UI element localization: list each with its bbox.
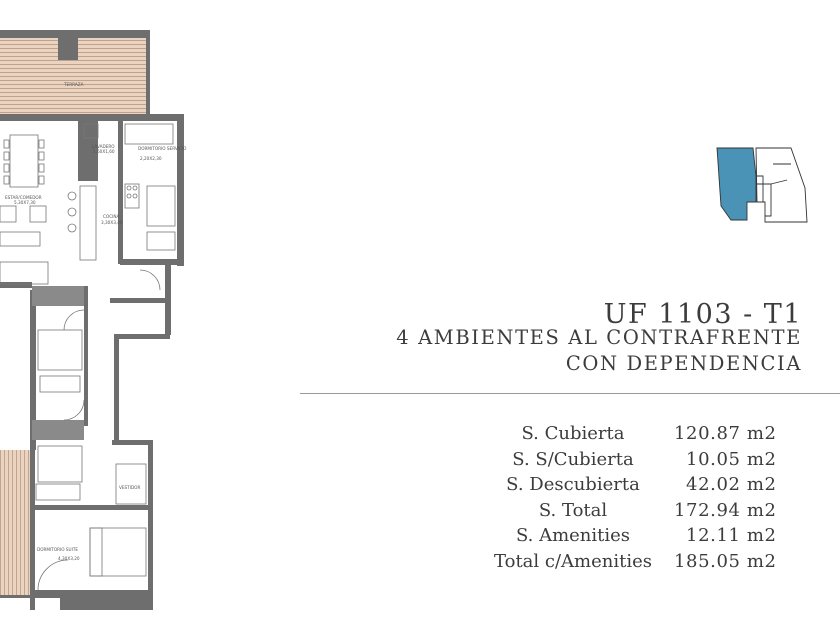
area-label: S. Total xyxy=(538,499,608,521)
laundry-label: LAVADERO xyxy=(92,144,115,149)
key-plan xyxy=(713,146,809,226)
unit-subtitle xyxy=(396,325,802,377)
suite-bedroom-dim: 4,30X3,20 xyxy=(58,556,80,561)
side-terrace xyxy=(0,450,30,595)
dressing-label: VESTIDOR xyxy=(119,485,141,490)
area-row xyxy=(494,498,777,524)
terrace xyxy=(0,30,150,116)
unit-title: UF 1103 - T1 xyxy=(603,299,802,331)
kitchen-label: COCINA xyxy=(103,214,120,219)
area-label: Total c/Amenities xyxy=(494,550,652,572)
highlighted-unit xyxy=(717,148,756,220)
area-label: S. Cubierta xyxy=(521,423,625,444)
area-value: 172.94 m2 xyxy=(673,499,777,521)
area-value: 42.02 m2 xyxy=(686,474,777,495)
terrace-label: TERRAZA xyxy=(64,82,84,87)
area-row xyxy=(494,472,777,498)
area-label: S. Amenities xyxy=(515,525,631,546)
subtitle-line-1: 4 AMBIENTES AL CONTRAFRENTE xyxy=(396,326,802,349)
area-row xyxy=(494,523,777,549)
suite-bedroom-label: DORMITORIO SUITE xyxy=(37,547,79,552)
areas-table xyxy=(494,421,777,574)
laundry-dim: 1,60X1,60 xyxy=(93,149,115,154)
living-dining-dim: 5,30X7,30 xyxy=(14,200,36,205)
area-value: 12.11 m2 xyxy=(686,525,777,546)
area-row xyxy=(494,421,777,447)
area-value: 120.87 m2 xyxy=(673,423,777,444)
area-label: S. S/Cubierta xyxy=(512,448,634,470)
service-bedroom-dim: 2,20X2,30 xyxy=(140,156,162,161)
area-row xyxy=(494,549,777,575)
area-value: 185.05 m2 xyxy=(673,550,777,572)
divider xyxy=(300,393,840,394)
floor-plan xyxy=(0,0,300,630)
subtitle-line-2: CON DEPENDENCIA xyxy=(565,352,802,375)
kitchen-dim: 3,30X3,40 xyxy=(101,220,123,225)
service-bedroom-label: DORMITORIO SERVICIO xyxy=(138,146,187,151)
area-row xyxy=(494,447,777,473)
area-label: S. Descubierta xyxy=(506,474,640,495)
area-value: 10.05 m2 xyxy=(686,448,777,470)
living-dining-label: ESTAR/COMEDOR xyxy=(5,195,42,200)
